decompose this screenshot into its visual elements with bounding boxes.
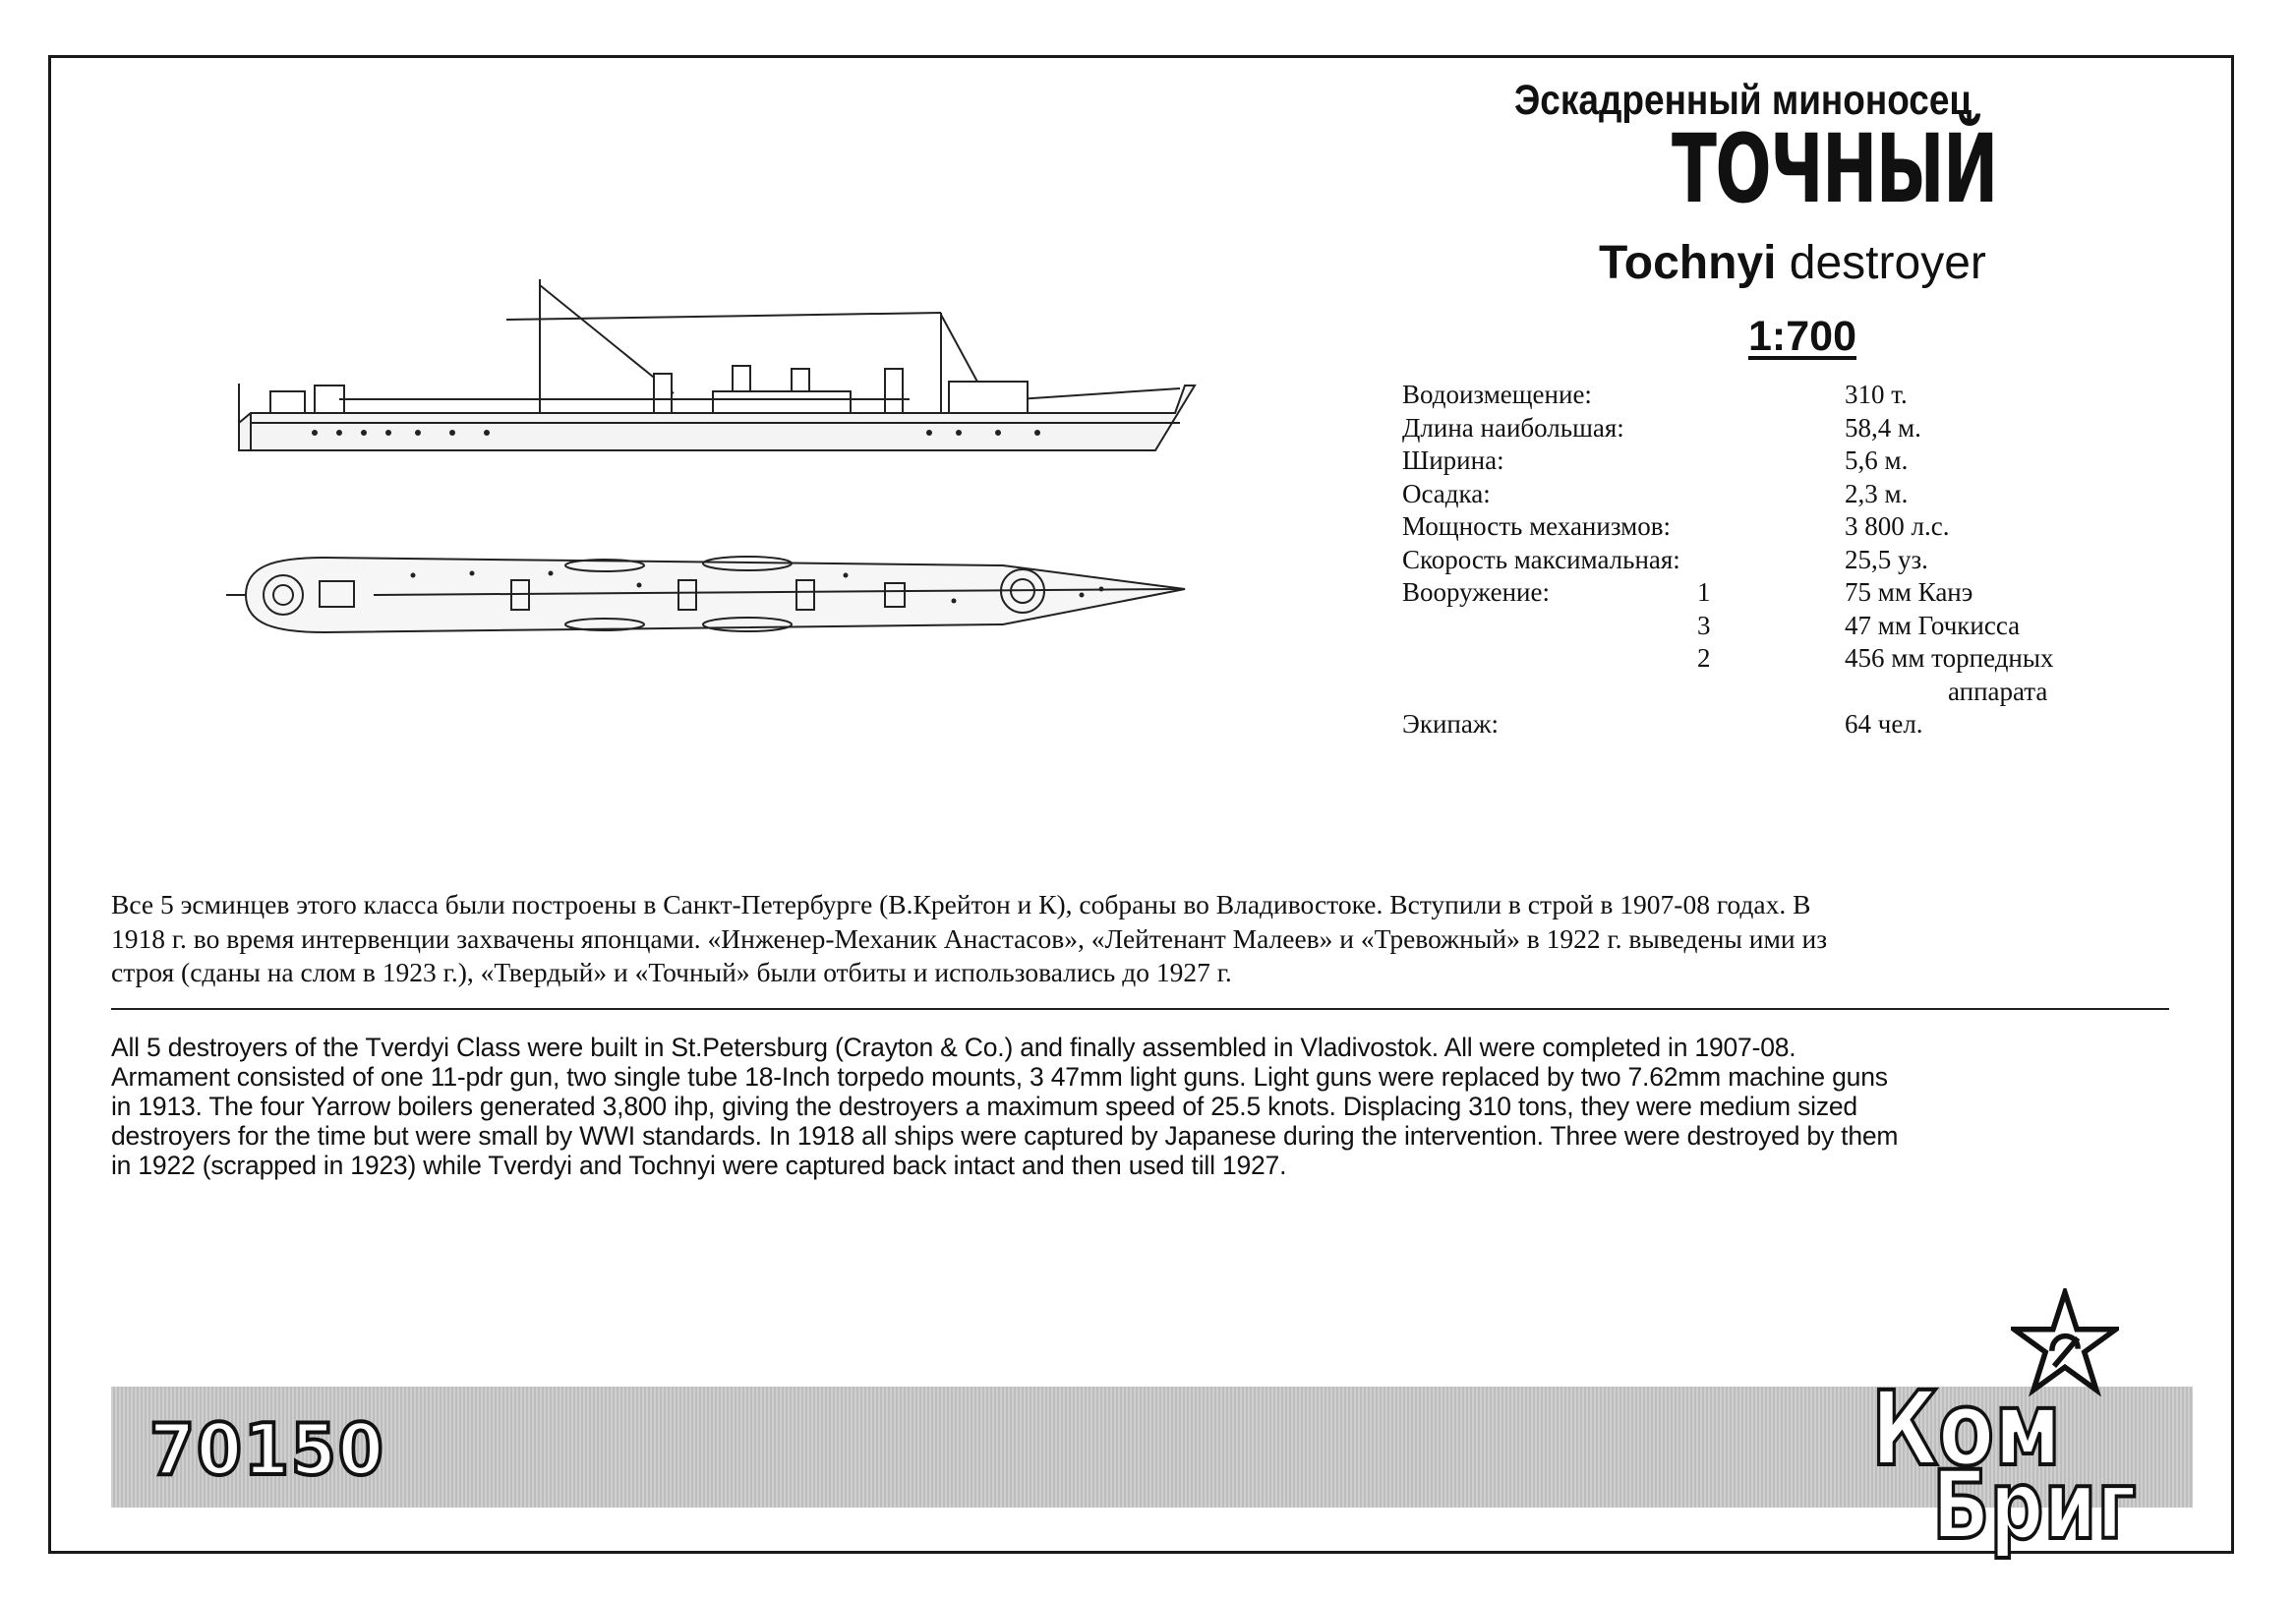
spec-value: 3 800 л.с. xyxy=(1845,511,1950,541)
text-line: Armament consisted of one 11-pdr gun, two single tube 18-Inch torpedo mounts, 3 47mm light guns. Light guns were replaced by two 7.62mm machine guns xyxy=(111,1062,1888,1092)
spec-row xyxy=(1402,412,2189,445)
divider-line xyxy=(111,1008,2169,1010)
spec-value-continued: аппарата xyxy=(1948,676,2048,706)
spec-value: 456 мм торпедных xyxy=(1845,643,2054,673)
spec-label: Длина наибольшая: xyxy=(1402,412,1624,443)
ship-top-view-drawing xyxy=(216,546,1200,644)
spec-label: Ширина: xyxy=(1402,445,1504,475)
logo-text-top: Ком xyxy=(1871,1369,2062,1489)
spec-count: 1 xyxy=(1697,577,1711,607)
ship-type-title: Эскадренный миноносец xyxy=(1514,77,1972,124)
text-line: строя (сданы на слом в 1923 г.), «Твердый» и «Точный» были отбиты и использовались до 1927 г. xyxy=(111,957,1232,987)
spec-row xyxy=(1402,576,2189,610)
spec-label: Осадка: xyxy=(1402,478,1491,508)
spec-row xyxy=(1402,676,2189,709)
spec-row xyxy=(1402,544,2189,577)
spec-row xyxy=(1402,444,2189,478)
spec-value: 5,6 м. xyxy=(1845,445,1909,475)
text-line: 1918 г. во время интервенции захвачены японцами. «Инженер-Механик Анастасов», «Лейтенант Малеев» и «Тревожный» в 1922 г. выведены ими из xyxy=(111,922,1828,954)
text-line: All 5 destroyers of the Tverdyi Class were built in St.Petersburg (Crayton & Co.) and finally assembled in Vladivostok. All were completed in 1907-08. xyxy=(111,1033,1796,1062)
description-english xyxy=(111,1033,2186,1180)
spec-value: 47 мм Гочкисса xyxy=(1845,610,2021,640)
ship-name-english xyxy=(1599,236,1986,290)
spec-count: 3 xyxy=(1697,610,1711,640)
product-code: 70150 xyxy=(149,1408,385,1491)
spec-row xyxy=(1402,510,2189,544)
spec-label: Водоизмещение: xyxy=(1402,380,1592,409)
spec-label: Скорость максимальная: xyxy=(1402,544,1680,574)
spec-label: Вооружение: xyxy=(1402,577,1550,607)
kombrig-logo xyxy=(1863,1288,2188,1561)
spec-value: 75 мм Канэ xyxy=(1845,577,1973,607)
logo-text-bottom: Бриг xyxy=(1932,1451,2137,1561)
spec-row xyxy=(1402,642,2189,676)
text-line: Все 5 эсминцев этого класса были построены в Санкт-Петербурге (В.Крейтон и К), собраны во Владивостоке. Вступили в строй в 1907-08 годах. В xyxy=(111,889,1811,919)
spec-row xyxy=(1402,708,2189,741)
spec-label: Мощность механизмов: xyxy=(1402,511,1671,541)
spec-value: 58,4 м. xyxy=(1845,412,1921,443)
text-line: in 1922 (scrapped in 1923) while Tverdyi and Tochnyi were captured back intact and then used till 1927. xyxy=(111,1151,1287,1180)
specifications-table xyxy=(1402,379,2189,741)
scale-label: 1:700 xyxy=(1748,313,1856,360)
spec-value: 25,5 уз. xyxy=(1845,544,1928,574)
spec-count: 2 xyxy=(1697,643,1711,673)
spec-value: 2,3 м. xyxy=(1845,478,1909,508)
ship-name-title: ТОЧНЫЙ xyxy=(1672,114,1997,224)
ship-name-english-rest: destroyer xyxy=(1776,237,1986,289)
spec-value: 310 т. xyxy=(1845,380,1908,409)
ship-name-english-bold: Tochnyi xyxy=(1599,237,1777,289)
spec-row xyxy=(1402,478,2189,511)
spec-label: Экипаж: xyxy=(1402,709,1499,739)
text-line: in 1913. The four Yarrow boilers generated 3,800 ihp, giving the destroyers a maximum speed of 25.5 knots. Displacing 310 tons, they were medium sized xyxy=(111,1092,1857,1121)
spec-row xyxy=(1402,379,2189,412)
spec-row xyxy=(1402,610,2189,643)
description-russian xyxy=(111,888,2176,990)
spec-value: 64 чел. xyxy=(1845,709,1923,739)
text-line: destroyers for the time but were small by WWI standards. In 1918 all ships were captured by Japanese during the intervention. Three were destroyed by them xyxy=(111,1121,1899,1151)
ship-side-profile-drawing xyxy=(221,275,1205,462)
